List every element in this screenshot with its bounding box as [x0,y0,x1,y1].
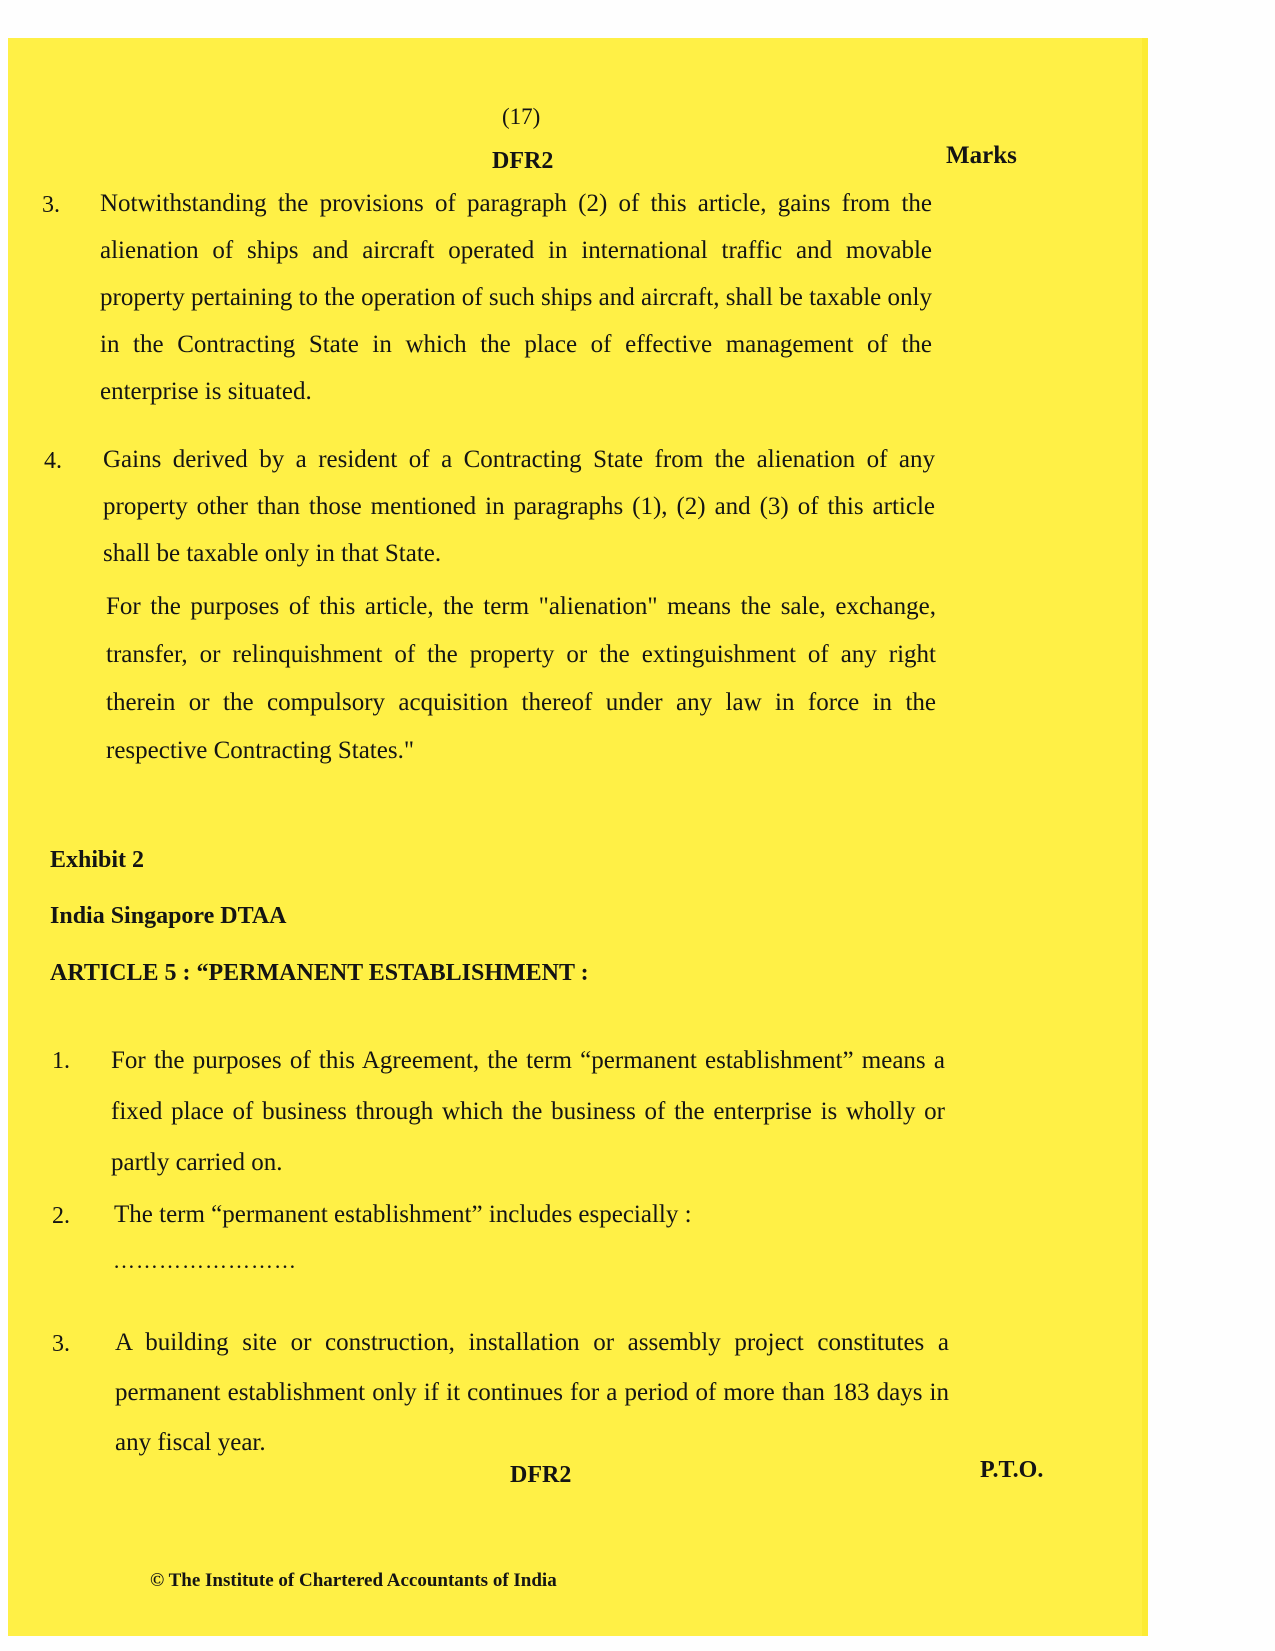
marks-label: Marks [946,142,1017,169]
treaty-title: India Singapore DTAA [50,903,287,929]
clause-text: Notwithstanding the provisions of paragraph (2) of this article, gains from the alienation of ships and aircraft operated in international traffic and movable property pertaining to the operation of such ships and aircraft, shall be taxable only in the Contracting State in which the place of effective management of the enterprise is situated. [100,190,932,405]
omission-dots: …………………… [113,1248,297,1273]
article-item-number: 3. [52,1331,70,1357]
article-item-text: For the purposes of this Agreement, the term “permanent establishment” means a fixed place of business through which the business of the enterprise is wholly or partly carried on. [111,1047,945,1176]
article-title: ARTICLE 5 : “PERMANENT ESTABLISHMENT : [50,960,589,986]
exhibit-label: Exhibit 2 [50,847,145,873]
clause-text: Gains derived by a resident of a Contracting State from the alienation of any property other than those mentioned in paragraphs (1), (2) and (3) of this article shall be taxable only in that State. [103,446,935,567]
article-item-text: The term “permanent establishment” includes especially : [114,1201,692,1228]
article-item-number: 1. [52,1048,70,1074]
paper-code-footer: DFR2 [510,1462,572,1488]
pto-label: P.T.O. [980,1457,1044,1483]
clause-number: 3. [42,192,60,218]
article-item-number: 2. [52,1203,70,1229]
alienation-definition: For the purposes of this article, the term "alienation" means the sale, exchange, transfer, or relinquishment of the property or the extinguishment of any right therein or the compulsory acquisition thereof under any law in force in the respective Contracting States." [106,593,936,764]
clause-number: 4. [44,448,62,474]
copyright-notice: © The Institute of Chartered Accountants of India [150,1570,557,1591]
article-item-text: A building site or construction, installation or assembly project constitutes a permanent establishment only if it continues for a period of more than 183 days in any fiscal year. [115,1329,949,1456]
paper-code-header: DFR2 [492,148,554,174]
page-number: (17) [502,104,541,129]
